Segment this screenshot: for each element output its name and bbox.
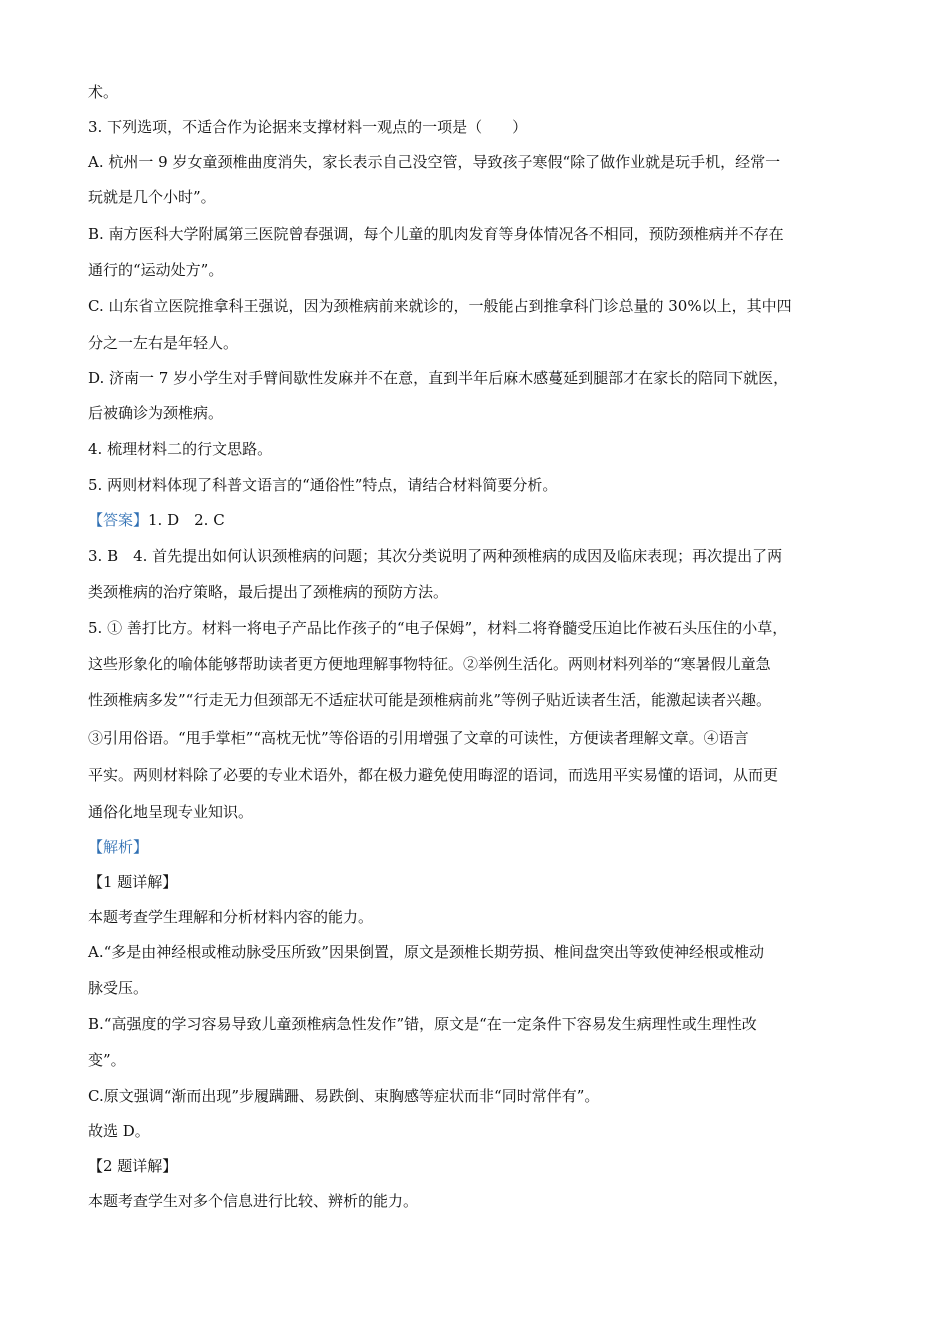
answer-5-line-5: 平实。两则材料除了必要的专业术语外，都在极力避免使用晦涩的语词，而选用平实易懂的语词，从而更 [88, 766, 779, 784]
option-c-line-1: C. 山东省立医院推拿科王强说，因为颈椎病前来就诊的，一般能占到推拿科门诊总量的 30%以上，其中四 [88, 297, 792, 315]
text-line: 术。 [88, 83, 119, 101]
answer-tag: 【答案】 [88, 511, 149, 529]
q1-a-line-2: 脉受压。 [88, 979, 149, 997]
answer-5-line-4: ③引用俗语。“甩手掌柜”“高枕无忧”等俗语的引用增强了文章的可读性，方便读者理解文章。④语言 [88, 729, 749, 747]
answer-3-4-line-2: 类颈椎病的治疗策略，最后提出了颈椎病的预防方法。 [88, 583, 449, 601]
q1-conclusion: 故选 D。 [88, 1122, 150, 1140]
option-b-line-2: 通行的“运动处方”。 [88, 261, 224, 279]
q2-detail-heading: 【2 题详解】 [88, 1157, 178, 1175]
question-5: 5. 两则材料体现了科普文语言的“通俗性”特点，请结合材料简要分析。 [88, 476, 558, 494]
answer-5-line-3: 性颈椎病多发”“行走无力但颈部无不适症状可能是颈椎病前兆”等例子贴近读者生活，能激起读者兴趣。 [88, 691, 772, 709]
answer-3-4-line-1: 3. B 4. 首先提出如何认识颈椎病的问题；其次分类说明了两种颈椎病的成因及临床表现；再次提出了两 [88, 547, 783, 565]
q2-intro: 本题考查学生对多个信息进行比较、辨析的能力。 [88, 1192, 419, 1210]
option-a-line-2: 玩就是几个小时”。 [88, 188, 216, 206]
q1-detail-heading: 【1 题详解】 [88, 873, 178, 891]
option-b-line-1: B. 南方医科大学附属第三医院曾春强调，每个儿童的肌肉发育等身体情况各不相同，预防颈椎病并不存在 [88, 225, 784, 243]
option-c-line-2: 分之一左右是年轻人。 [88, 334, 239, 352]
question-4: 4. 梳理材料二的行文思路。 [88, 440, 273, 458]
question-3: 3. 下列选项，不适合作为论据来支撑材料一观点的一项是（ ） [88, 118, 528, 136]
answer-5-line-2: 这些形象化的喻体能够帮助读者更方便地理解事物特征。②举例生活化。两则材料列举的“寒暑假儿童急 [88, 655, 771, 673]
option-a-line-1: A. 杭州一 9 岁女童颈椎曲度消失，家长表示自己没空管，导致孩子寒假“除了做作业就是玩手机，经常一 [88, 153, 781, 171]
q1-c-line: C.原文强调“渐而出现”步履蹒跚、易跌倒、束胸感等症状而非“同时常伴有”。 [88, 1087, 600, 1105]
answer-5-line-1: 5. ① 善打比方。材料一将电子产品比作孩子的“电子保姆”，材料二将脊髓受压迫比作被石头压住的小草， [88, 619, 788, 637]
q1-a-line-1: A.“多是由神经根或椎动脉受压所致”因果倒置，原文是颈椎长期劳损、椎间盘突出等致使神经根或椎动 [88, 943, 764, 961]
analysis-line [88, 837, 868, 857]
q1-b-line-2: 变”。 [88, 1051, 126, 1069]
answer-text: 1. D 2. C [148, 511, 225, 529]
analysis-tag: 【解析】 [88, 838, 149, 856]
option-d-line-2: 后被确诊为颈椎病。 [88, 404, 224, 422]
q1-intro: 本题考查学生理解和分析材料内容的能力。 [88, 908, 374, 926]
answer-5-line-6: 通俗化地呈现专业知识。 [88, 803, 254, 821]
q1-b-line-1: B.“高强度的学习容易导致儿童颈椎病急性发作”错，原文是“在一定条件下容易发生病理性或生理性改 [88, 1015, 757, 1033]
option-d-line-1: D. 济南一 7 岁小学生对手臂间歇性发麻并不在意，直到半年后麻木感蔓延到腿部才在家长的陪同下就医， [88, 369, 789, 387]
answer-line [88, 510, 868, 530]
